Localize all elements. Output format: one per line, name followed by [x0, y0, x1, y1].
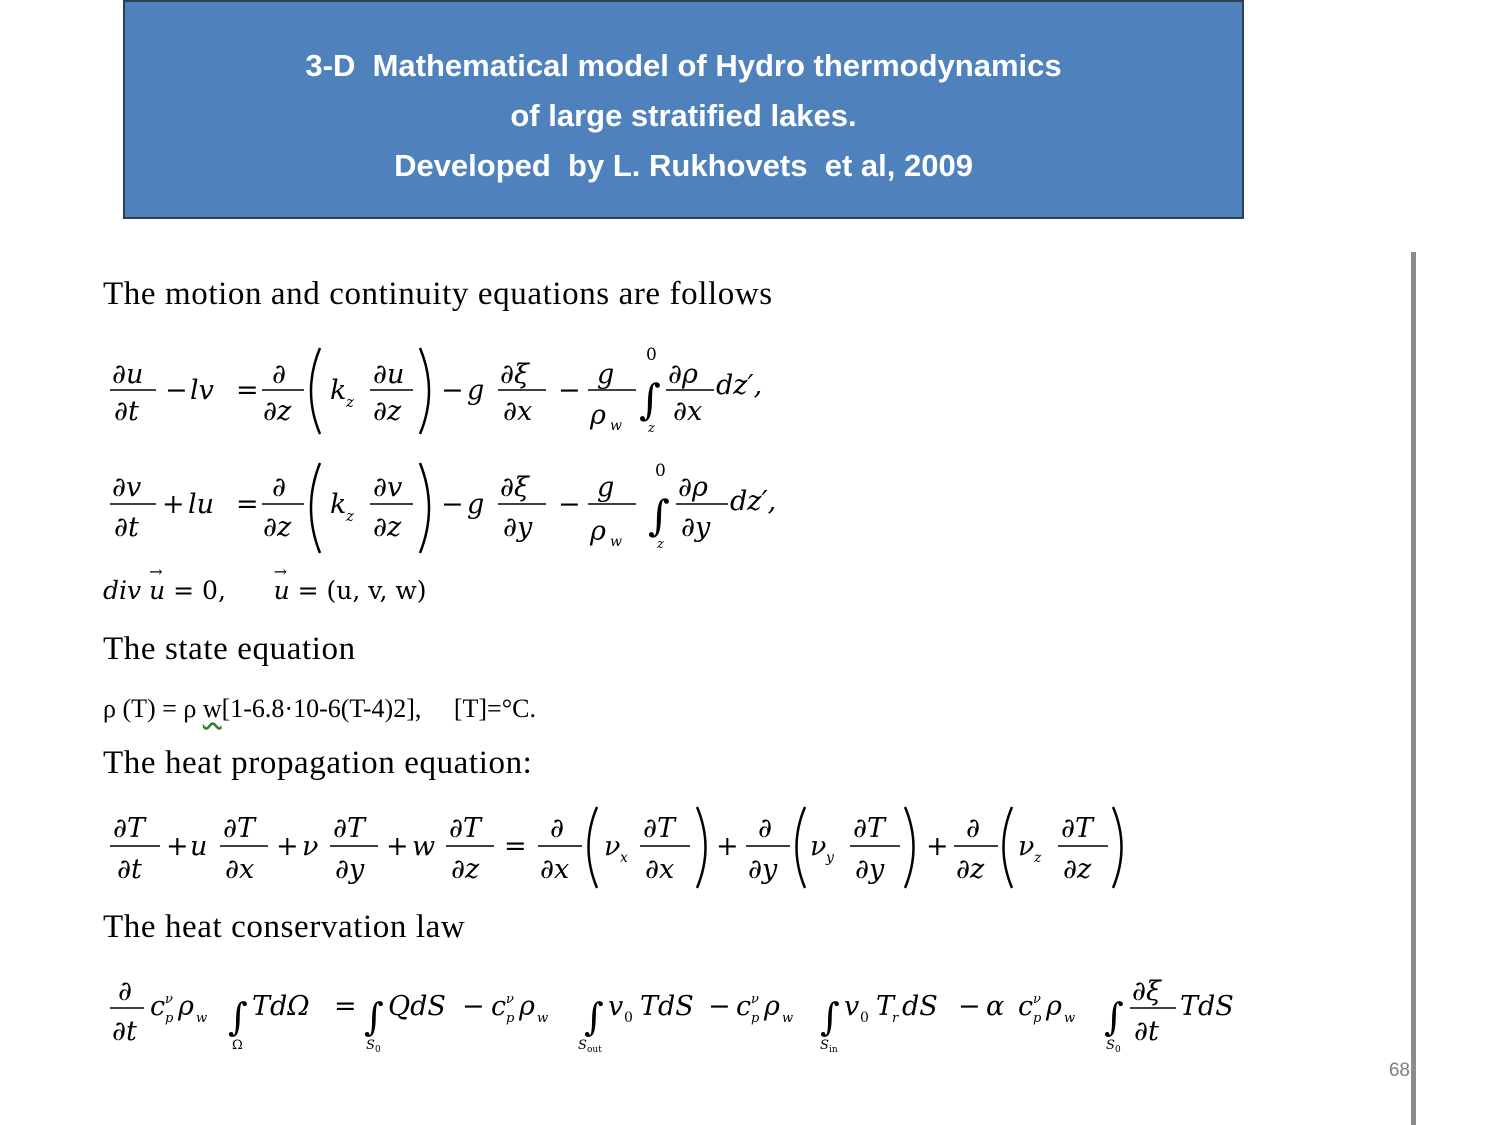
svg-text:∂T: ∂T [223, 813, 255, 844]
heat-propagation-equation [110, 807, 1122, 888]
svg-text:−: − [558, 489, 581, 520]
svg-text:0: 0 [646, 345, 657, 365]
div-operator: div [103, 576, 142, 605]
svg-text:∂u: ∂u [373, 359, 405, 390]
svg-text:c: c [736, 991, 752, 1022]
svg-text:−: − [958, 991, 981, 1022]
svg-text:∂t: ∂t [114, 512, 139, 543]
svg-text:+: + [716, 831, 739, 862]
svg-text:z: z [346, 393, 354, 411]
velocity-symbol-2: u [273, 576, 290, 605]
svg-text:ν: ν [1018, 831, 1035, 862]
svg-text:g: g [467, 375, 485, 406]
svg-text:∂y: ∂y [748, 854, 778, 885]
svg-text:∂ξ: ∂ξ [1132, 976, 1161, 1007]
svg-text:ν: ν [751, 992, 759, 1007]
vector-arrow-icon-2: → [273, 562, 287, 581]
svg-text:TdS: TdS [1180, 991, 1234, 1022]
svg-text:in: in [829, 1045, 838, 1055]
svg-text:dS: dS [902, 991, 938, 1022]
state-lhs: ρ (T) = ρ [103, 694, 203, 723]
svg-text:−: − [441, 375, 464, 406]
svg-text:ν: ν [810, 831, 827, 862]
svg-text:w: w [196, 1011, 208, 1026]
svg-text:∂z: ∂z [373, 396, 402, 427]
svg-text:∫: ∫ [364, 995, 384, 1039]
svg-text:z: z [648, 421, 655, 436]
velocity-components: = (u, v, w) [297, 576, 427, 605]
heading-state: The state equation [103, 631, 356, 667]
vector-arrow-icon: → [149, 562, 163, 581]
svg-text:∂T: ∂T [853, 813, 885, 844]
heading-heat-conservation: The heat conservation law [103, 909, 466, 945]
svg-text:dz′,: dz′, [716, 370, 763, 401]
svg-text:=: = [334, 991, 357, 1022]
svg-text:∂x: ∂x [503, 396, 533, 427]
svg-text:∂z: ∂z [263, 512, 292, 543]
svg-text:TdS: TdS [640, 991, 694, 1022]
state-unit: [T]=°C. [453, 694, 536, 723]
svg-text:r: r [892, 1011, 899, 1026]
svg-text:p: p [751, 1011, 760, 1026]
heading-motion: The motion and continuity equations are follows [103, 276, 773, 312]
svg-text:∂z: ∂z [1063, 854, 1092, 885]
svg-text:+: + [926, 831, 949, 862]
svg-text:c: c [491, 991, 507, 1022]
state-equation [103, 694, 536, 724]
svg-text:∂x: ∂x [673, 396, 703, 427]
title-line-3: Developed by L. Rukhovets et al, 2009 [394, 147, 973, 183]
state-w-subscript: w [202, 694, 222, 723]
velocity-symbol: u [149, 576, 166, 605]
svg-text:ν: ν [506, 992, 514, 1007]
svg-text:z: z [657, 537, 664, 552]
state-rhs: [1-6.8·10-6(T-4)2], [221, 694, 422, 723]
svg-text:∫: ∫ [228, 995, 248, 1039]
svg-text:∂x: ∂x [645, 854, 675, 885]
svg-text:ν: ν [604, 831, 621, 862]
heading-heat-propagation: The heat propagation equation: [103, 745, 533, 781]
svg-text:+: + [162, 489, 185, 520]
svg-text:u: u [190, 831, 208, 862]
svg-text:g: g [597, 359, 615, 390]
svg-text:p: p [506, 1011, 515, 1026]
svg-text:0: 0 [1115, 1045, 1121, 1055]
svg-text:k: k [330, 375, 347, 406]
svg-text:S: S [366, 1038, 375, 1053]
svg-text:T: T [876, 991, 895, 1022]
motion-equation-v [110, 461, 776, 553]
svg-text:∂ξ: ∂ξ [500, 359, 529, 390]
svg-text:∫: ∫ [820, 995, 840, 1039]
svg-text:=: = [236, 489, 259, 520]
svg-text:ν: ν [1033, 992, 1041, 1007]
svg-text:+: + [166, 831, 189, 862]
svg-text:0: 0 [624, 1010, 633, 1026]
svg-text:=: = [504, 831, 527, 862]
svg-text:−: − [165, 375, 188, 406]
svg-text:∫: ∫ [584, 995, 604, 1039]
svg-text:g: g [467, 489, 485, 520]
svg-text:c: c [1018, 991, 1034, 1022]
svg-text:∂x: ∂x [225, 854, 255, 885]
svg-text:−: − [558, 375, 581, 406]
svg-text:0: 0 [860, 1010, 869, 1026]
svg-text:∂: ∂ [272, 472, 286, 503]
svg-text:ρ: ρ [519, 991, 535, 1022]
svg-text:+: + [276, 831, 299, 862]
svg-text:out: out [587, 1045, 602, 1055]
svg-text:v: v [844, 991, 860, 1022]
svg-text:p: p [165, 1011, 174, 1026]
svg-text:∂t: ∂t [1134, 1016, 1159, 1047]
svg-text:∫: ∫ [648, 491, 670, 540]
svg-text:y: y [826, 850, 834, 866]
svg-text:v: v [608, 991, 624, 1022]
svg-text:∂: ∂ [272, 359, 286, 390]
svg-text:∂t: ∂t [112, 1016, 137, 1047]
svg-text:ν: ν [165, 992, 173, 1007]
svg-text:∂T: ∂T [333, 813, 365, 844]
svg-text:lu: lu [188, 489, 215, 520]
svg-text:S: S [578, 1038, 587, 1053]
svg-text:S: S [1106, 1038, 1115, 1053]
svg-text:−: − [441, 489, 464, 520]
svg-text:lv: lv [190, 375, 214, 406]
heat-conservation-equation [110, 976, 1234, 1055]
svg-text:0: 0 [375, 1045, 381, 1055]
svg-text:S: S [820, 1038, 829, 1053]
svg-text:Ω: Ω [232, 1038, 243, 1053]
svg-text:x: x [620, 850, 628, 866]
svg-text:∫: ∫ [639, 375, 661, 424]
svg-text:∂z: ∂z [373, 512, 402, 543]
svg-text:w: w [782, 1011, 794, 1026]
svg-text:−: − [462, 991, 485, 1022]
svg-text:ρ: ρ [590, 516, 606, 547]
svg-text:z: z [1034, 850, 1042, 866]
svg-text:ρ: ρ [178, 991, 194, 1022]
velocity-vector [149, 562, 166, 605]
velocity-vector-2 [273, 562, 290, 605]
svg-text:∂y: ∂y [681, 512, 711, 543]
svg-text:∂ρ: ∂ρ [678, 472, 708, 503]
svg-text:∂z: ∂z [263, 396, 292, 427]
svg-text:∂ξ: ∂ξ [500, 472, 529, 503]
continuity-equation [103, 562, 427, 605]
svg-text:−: − [708, 991, 731, 1022]
svg-text:=: = [236, 375, 259, 406]
svg-text:α: α [986, 991, 1005, 1022]
svg-text:dz′,: dz′, [730, 486, 777, 517]
svg-text:z: z [346, 507, 354, 525]
svg-text:∂v: ∂v [373, 472, 403, 503]
svg-text:∂y: ∂y [855, 854, 885, 885]
slide-number: 68 [1388, 1060, 1410, 1081]
svg-text:∂T: ∂T [1061, 813, 1093, 844]
svg-text:∂u: ∂u [112, 359, 144, 390]
title-line-2: of large stratified lakes. [510, 97, 857, 133]
svg-text:w: w [537, 1011, 549, 1026]
svg-text:w: w [1064, 1011, 1076, 1026]
svg-text:0: 0 [655, 461, 666, 481]
svg-text:ρ: ρ [764, 991, 780, 1022]
svg-text:∂: ∂ [118, 976, 132, 1007]
svg-text:∂z: ∂z [956, 854, 985, 885]
svg-text:w: w [412, 831, 436, 862]
svg-text:+: + [386, 831, 409, 862]
svg-text:∂y: ∂y [335, 854, 365, 885]
svg-text:∂v: ∂v [112, 472, 142, 503]
svg-text:c: c [150, 991, 166, 1022]
svg-text:∂t: ∂t [114, 396, 139, 427]
svg-text:∂T: ∂T [449, 813, 481, 844]
svg-text:∂z: ∂z [451, 854, 480, 885]
title-line-1: 3-D Mathematical model of Hydro thermodynamics [305, 47, 1062, 83]
continuity-zero: = 0, [173, 576, 226, 605]
svg-text:TdΩ: TdΩ [252, 991, 310, 1022]
svg-text:∂T: ∂T [643, 813, 675, 844]
svg-text:QdS: QdS [388, 991, 446, 1022]
svg-text:∂ρ: ∂ρ [668, 359, 698, 390]
svg-text:∂: ∂ [966, 813, 980, 844]
svg-text:ν: ν [302, 831, 319, 862]
svg-text:∫: ∫ [1104, 995, 1124, 1039]
svg-text:w: w [610, 534, 622, 550]
svg-text:g: g [597, 472, 615, 503]
svg-text:∂: ∂ [550, 813, 564, 844]
svg-text:ρ: ρ [1046, 991, 1062, 1022]
svg-text:ρ: ρ [590, 400, 606, 431]
svg-text:∂y: ∂y [503, 512, 533, 543]
svg-text:∂t: ∂t [117, 854, 142, 885]
motion-equation-u [110, 345, 762, 436]
svg-text:∂: ∂ [758, 813, 772, 844]
svg-text:p: p [1033, 1011, 1042, 1026]
svg-text:k: k [330, 489, 347, 520]
svg-text:∂T: ∂T [113, 813, 145, 844]
svg-text:w: w [610, 418, 622, 434]
svg-text:∂x: ∂x [540, 854, 570, 885]
